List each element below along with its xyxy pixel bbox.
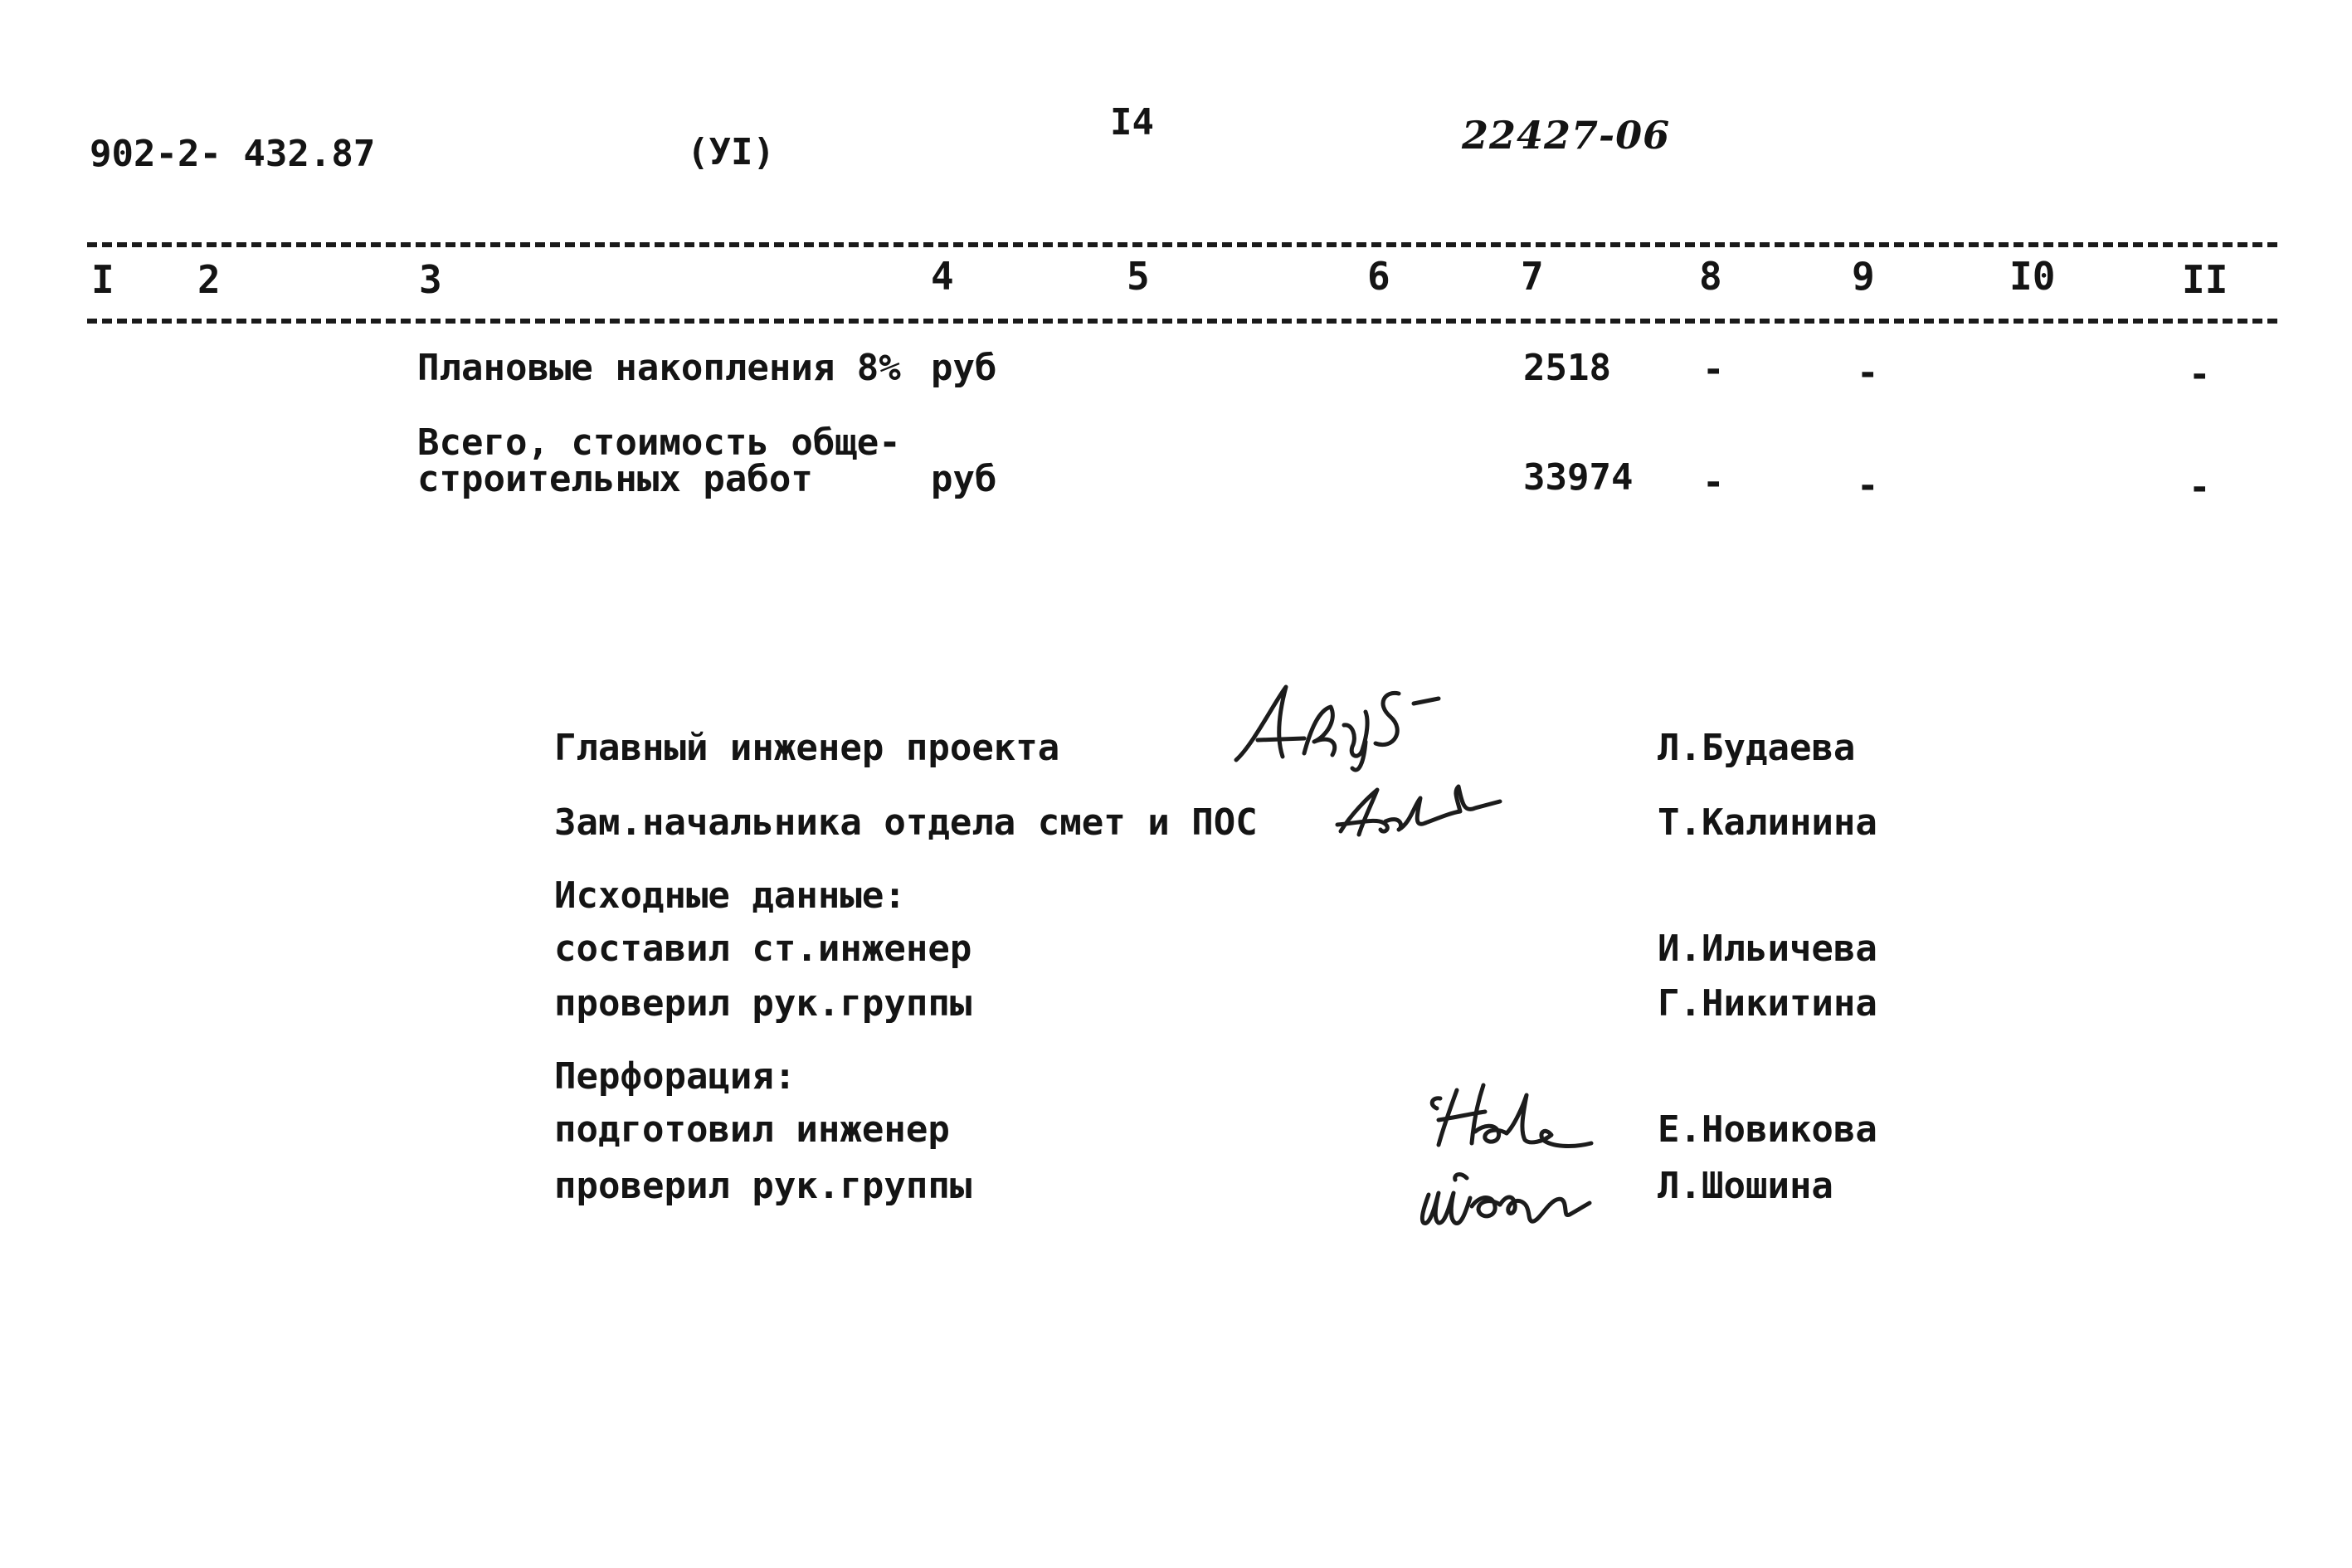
row-name-line-1: Всего, стоимость обще- [417,421,901,464]
row-col9-value: - [1857,352,1879,394]
section-label: (УI) [687,131,775,173]
checked-2-name: Л.Шошина [1658,1165,1833,1207]
column-number: II [2182,257,2228,302]
column-number: 3 [419,257,442,302]
column-number: 5 [1127,254,1150,299]
compiled-name: И.Ильичева [1658,928,1877,970]
prepared-name: Е.Новикова [1658,1108,1877,1151]
column-number: 2 [197,257,221,302]
page-number: I4 [1110,101,1154,144]
signature-budaeva [1228,670,1460,778]
row-col7-value: 33974 [1523,456,1634,499]
deputy-head-role: Зам.начальника отдела смет и ПОС [554,801,1258,844]
signature-shoshina [1414,1161,1613,1231]
row-name-line-2: строительных работ [417,458,813,500]
row-col8-value: - [1702,348,1725,391]
row-col8-value: - [1702,461,1725,504]
checked-2-role: проверил рук.группы [554,1165,972,1207]
row-unit: руб [931,458,997,500]
archive-number: 22427-06 [1462,113,1671,158]
row-col11-value: - [2189,466,2211,509]
document-code: 902-2- 432.87 [90,133,376,175]
prepared-role: подготовил инженер [554,1108,950,1151]
bottom-dashed-rule [87,319,2277,324]
row-col9-value: - [1857,465,1879,507]
column-number: 7 [1521,254,1544,299]
row-unit: руб [931,347,997,389]
column-number: I [91,257,114,302]
compiled-role: составил ст.инженер [554,928,972,970]
column-number: 4 [931,254,954,299]
chief-engineer-role: Главный инженер проекта [554,727,1060,769]
checked-role: проверил рук.группы [554,982,972,1025]
deputy-head-name: Т.Калинина [1658,801,1877,844]
column-number: 6 [1367,254,1390,299]
source-data-heading: Исходные данные: [554,874,906,917]
signature-novikova [1425,1080,1608,1150]
row-col7-value: 2518 [1523,347,1611,389]
row-col11-value: - [2189,353,2211,396]
perforation-heading: Перфорация: [554,1055,796,1098]
top-dashed-rule [87,242,2277,247]
row-name: Плановые накопления 8% [417,347,901,389]
chief-engineer-name: Л.Будаева [1658,727,1856,769]
signature-kalinina [1334,782,1517,848]
column-number: I0 [2009,254,2056,299]
column-number: 9 [1852,254,1875,299]
column-number: 8 [1699,254,1722,299]
checked-name: Г.Никитина [1658,982,1877,1025]
